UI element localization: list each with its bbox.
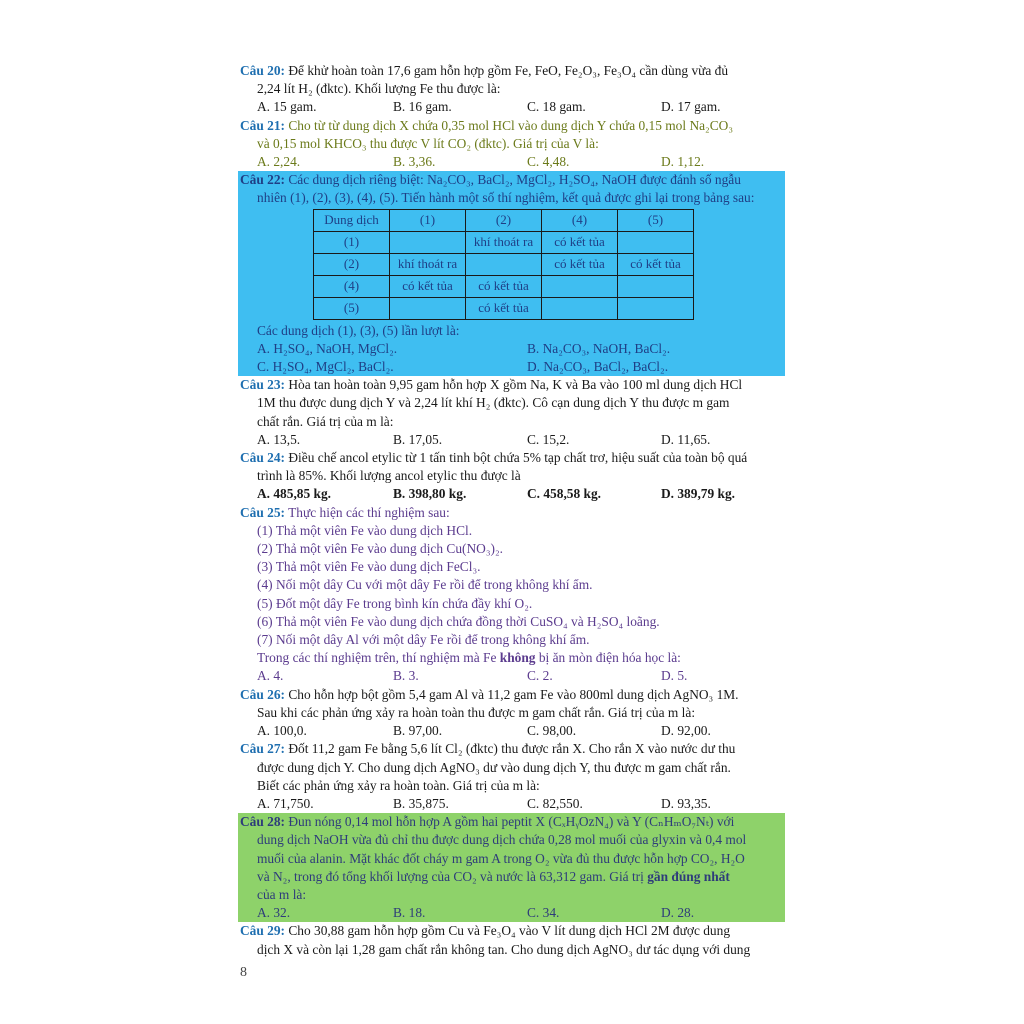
option-d: D. 28. — [661, 905, 695, 921]
emphasis: không — [499, 650, 536, 666]
question-text: trình là 85%. Khối lượng ancol etylic thu được là — [257, 468, 521, 484]
page-number: 8 — [240, 965, 247, 980]
question-number: Câu 28: — [240, 814, 286, 830]
option-a: A. 2,24. — [257, 154, 301, 170]
table-row — [314, 209, 694, 231]
question-text: Cho từ từ dung dịch X chứa 0,35 mol HCl vào dung dịch Y chứa 0,15 mol Na₂CO₃ — [288, 117, 733, 133]
option-b: B. Na₂CO₃, NaOH, BaCl₂. — [527, 340, 671, 356]
option-c: C. H₂SO₄, MgCl₂, BaCl₂. — [257, 359, 394, 375]
option-b: B. 97,00. — [393, 723, 443, 739]
table-cell: (4) — [542, 209, 618, 231]
question-29 — [240, 922, 785, 958]
table-row — [314, 275, 694, 297]
table-cell: khí thoát ra — [390, 253, 466, 275]
table-cell — [618, 297, 694, 319]
answer-options — [240, 153, 785, 171]
option-d: D. 11,65. — [661, 431, 711, 447]
question-20 — [240, 62, 785, 117]
option-b: B. 17,05. — [393, 431, 443, 447]
question-text: Hòa tan hoàn toàn 9,95 gam hỗn hợp X gồm Na, K và Ba vào 100 ml dung dịch HCl — [288, 377, 743, 393]
answer-options — [240, 722, 785, 740]
experiment-item: (5) Đốt một dây Fe trong bình kín chứa đầy khí O₂. — [257, 595, 533, 611]
question-22 — [238, 171, 785, 376]
question-21 — [240, 117, 785, 172]
answer-options — [240, 340, 785, 376]
option-b: B. 16 gam. — [393, 99, 452, 115]
table-cell: có kết tủa — [542, 231, 618, 253]
option-c: C. 15,2. — [527, 431, 570, 447]
emphasis: gần đúng nhất — [647, 868, 730, 884]
question-text: Đun nóng 0,14 mol hỗn hợp A gồm hai peptit X (CₓHᵧOzN₄) và Y (CₙHₘO₇Nₜ) với — [288, 814, 735, 830]
question-text: 1M thu được dung dịch Y và 2,24 lít khí H₂ (đktc). Cô cạn dung dịch Y thu được m gam — [257, 395, 730, 411]
question-page — [240, 62, 785, 959]
question-text: Điều chế ancol etylic từ 1 tấn tinh bột chứa 5% tạp chất trơ, hiệu suất của toàn bộ quá — [288, 450, 748, 466]
table-row — [314, 253, 694, 275]
question-text: Để khử hoàn toàn 17,6 gam hỗn hợp gồm Fe, FeO, Fe₂O₃, Fe₃O₄ cần dùng vừa đủ — [288, 63, 729, 78]
question-number: Câu 20: — [240, 63, 286, 78]
option-b: B. 398,80 kg. — [393, 486, 467, 502]
question-text: Biết các phản ứng xảy ra hoàn toàn. Giá trị của m là: — [257, 777, 540, 793]
option-a: A. 32. — [257, 905, 291, 921]
table-cell — [618, 275, 694, 297]
question-number: Câu 24: — [240, 450, 286, 466]
option-d: D. 1,12. — [661, 154, 705, 170]
table-cell — [466, 253, 542, 275]
question-text: Cho 30,88 gam hỗn hợp gồm Cu và Fe₃O₄ vào V lít dung dịch HCl 2M được dung — [288, 923, 731, 939]
table-cell: Dung dịch — [314, 209, 390, 231]
option-c: C. 4,48. — [527, 154, 570, 170]
question-text: Sau khi các phản ứng xảy ra hoàn toàn thu được m gam chất rắn. Giá trị của m là: — [257, 704, 696, 720]
option-b: B. 18. — [393, 905, 426, 921]
question-text: Đốt 11,2 gam Fe bằng 5,6 lít Cl₂ (đktc) thu được rắn X. Cho rắn X vào nước dư thu — [288, 741, 736, 757]
question-text-part: bị ăn mòn điện hóa học là: — [538, 650, 681, 666]
table-cell: (5) — [314, 297, 390, 319]
option-c: C. 458,58 kg. — [527, 486, 602, 502]
option-a: A. 100,0. — [257, 723, 307, 739]
option-d: D. 389,79 kg. — [661, 486, 736, 502]
option-c: C. 98,00. — [527, 723, 577, 739]
experiment-item: (2) Thả một viên Fe vào dung dịch Cu(NO₃)₂. — [257, 541, 503, 557]
question-text: Các dung dịch (1), (3), (5) lần lượt là: — [257, 322, 460, 338]
experiment-item: (6) Thả một viên Fe vào dung dịch chứa đồng thời CuSO₄ và H₂SO₄ loãng. — [257, 613, 660, 629]
option-b: B. 35,875. — [393, 795, 449, 811]
question-text-part: và N₂, trong đó tổng khối lượng của CO₂ và nước là 63,312 gam. Giá trị — [257, 868, 644, 884]
table-cell: có kết tủa — [466, 275, 542, 297]
table-cell: có kết tủa — [390, 275, 466, 297]
option-c: C. 34. — [527, 905, 560, 921]
question-text: chất rắn. Giá trị của m là: — [257, 413, 394, 429]
table-cell — [542, 275, 618, 297]
answer-options — [240, 485, 785, 503]
answer-options — [240, 431, 785, 449]
question-text: Các dung dịch riêng biệt: Na₂CO₃, BaCl₂, MgCl₂, H₂SO₄, NaOH được đánh số ngẫu — [288, 172, 741, 188]
table-cell: có kết tủa — [618, 253, 694, 275]
table-cell — [542, 297, 618, 319]
question-23 — [240, 376, 785, 449]
option-d: D. 17 gam. — [661, 99, 721, 115]
option-d: D. 92,00. — [661, 723, 711, 739]
option-b: B. 3,36. — [393, 154, 436, 170]
question-28 — [238, 813, 785, 922]
question-text: dịch X và còn lại 1,28 gam chất rắn không tan. Cho dung dịch AgNO₃ dư tác dụng với dung — [257, 941, 751, 957]
table-cell: (2) — [466, 209, 542, 231]
question-text: được dung dịch Y. Cho dung dịch AgNO₃ dư vào dung dịch Y, thu được m gam chất rắn. — [257, 759, 731, 775]
option-a: A. 15 gam. — [257, 99, 317, 115]
question-text: Cho hỗn hợp bột gồm 5,4 gam Al và 11,2 gam Fe vào 800ml dung dịch AgNO₃ 1M. — [288, 686, 739, 702]
option-c: C. 18 gam. — [527, 99, 586, 115]
question-text: dung dịch NaOH vừa đủ chỉ thu được dung dịch chứa 0,28 mol muối của glyxin và 0,4 mol — [257, 832, 747, 848]
question-text: muối của alanin. Mặt khác đốt cháy m gam A trong O₂ vừa đủ thu được hỗn hợp CO₂, H₂O — [257, 850, 745, 866]
table-cell — [390, 297, 466, 319]
question-27 — [240, 740, 785, 813]
question-number: Câu 21: — [240, 117, 286, 133]
option-d: D. 93,35. — [661, 795, 711, 811]
question-number: Câu 25: — [240, 504, 286, 520]
option-a: A. H₂SO₄, NaOH, MgCl₂. — [257, 340, 398, 356]
option-d: D. Na₂CO₃, BaCl₂, BaCl₂. — [527, 359, 669, 375]
table-cell: (5) — [618, 209, 694, 231]
answer-options — [240, 667, 785, 685]
question-text: Thực hiện các thí nghiệm sau: — [288, 504, 450, 520]
question-text: nhiên (1), (2), (3), (4), (5). Tiến hành một số thí nghiệm, kết quả được ghi lại trong bảng sau: — [257, 190, 755, 206]
answer-options — [240, 904, 785, 922]
table-cell: (4) — [314, 275, 390, 297]
question-text — [240, 868, 785, 886]
question-text-part: Trong các thí nghiệm trên, thí nghiệm mà Fe — [257, 650, 497, 666]
option-a: A. 13,5. — [257, 431, 301, 447]
question-text: 2,24 lít H₂ (đktc). Khối lượng Fe thu được là: — [257, 81, 501, 97]
question-text: và 0,15 mol KHCO₃ thu được V lít CO₂ (đktc). Giá trị của V là: — [257, 135, 599, 151]
table-cell: (1) — [314, 231, 390, 253]
table-cell — [618, 231, 694, 253]
option-a: A. 485,85 kg. — [257, 486, 332, 502]
table-cell: (1) — [390, 209, 466, 231]
question-number: Câu 22: — [240, 172, 286, 188]
result-table — [313, 209, 694, 320]
table-row — [314, 297, 694, 319]
option-b: B. 3. — [393, 668, 419, 684]
option-a: A. 71,750. — [257, 795, 314, 811]
answer-options — [240, 98, 785, 116]
question-text: của m là: — [257, 886, 307, 902]
option-a: A. 4. — [257, 668, 284, 684]
question-number: Câu 23: — [240, 377, 286, 393]
answer-options — [240, 795, 785, 813]
option-c: C. 2. — [527, 668, 553, 684]
question-26 — [240, 686, 785, 741]
experiment-item: (1) Thả một viên Fe vào dung dịch HCl. — [257, 522, 473, 538]
table-cell: có kết tủa — [542, 253, 618, 275]
question-number: Câu 26: — [240, 686, 286, 702]
option-c: C. 82,550. — [527, 795, 583, 811]
table-cell: (2) — [314, 253, 390, 275]
experiment-item: (7) Nối một dây Al với một dây Fe rồi để trong không khí ẩm. — [257, 632, 590, 648]
table-cell — [390, 231, 466, 253]
question-text — [240, 649, 785, 667]
option-d: D. 5. — [661, 668, 688, 684]
question-number: Câu 29: — [240, 923, 286, 939]
question-24 — [240, 449, 785, 504]
question-number: Câu 27: — [240, 741, 286, 757]
experiment-item: (4) Nối một dây Cu với một dây Fe rồi để trong không khí ẩm. — [257, 577, 593, 593]
table-cell: khí thoát ra — [466, 231, 542, 253]
table-cell: có kết tủa — [466, 297, 542, 319]
experiment-item: (3) Thả một viên Fe vào dung dịch FeCl₃. — [257, 559, 481, 575]
table-row — [314, 231, 694, 253]
question-25 — [240, 504, 785, 686]
